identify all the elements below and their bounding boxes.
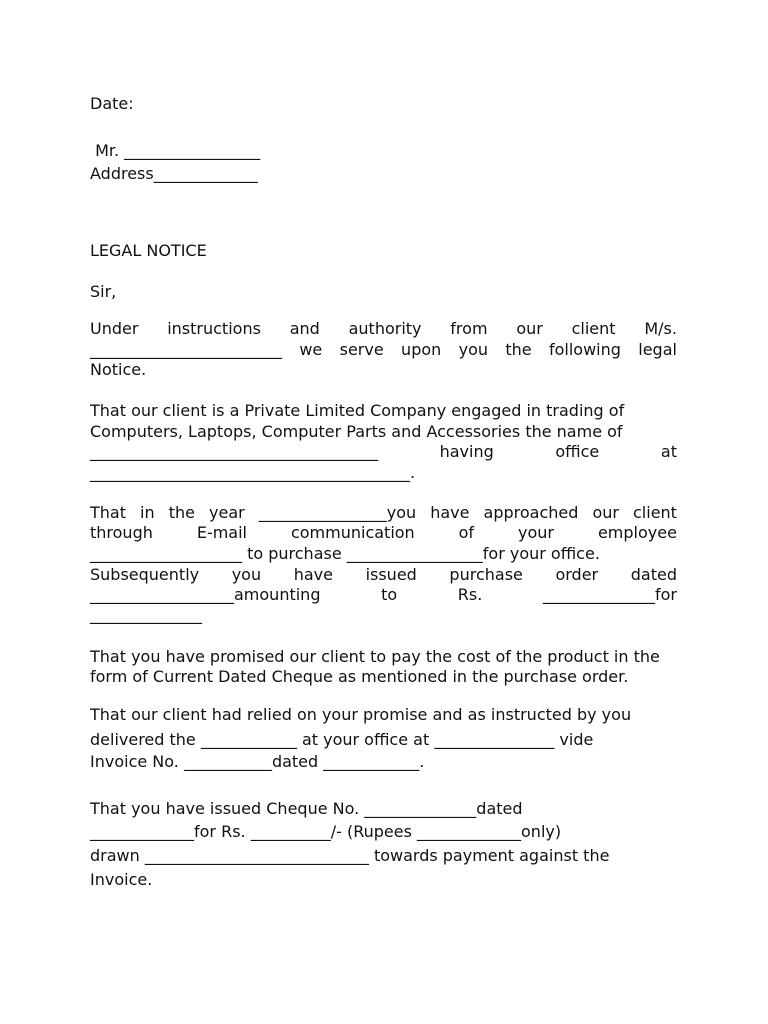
word: from	[450, 319, 488, 338]
word: to	[381, 585, 398, 604]
paragraph-3-line-1	[90, 503, 677, 523]
paragraph-2-line-3	[90, 442, 677, 462]
paragraph-4-line-2: form of Current Dated Cheque as mentioned in the purchase order.	[90, 667, 629, 686]
paragraph-1-line-1	[90, 319, 677, 339]
paragraph-6-line-1: That you have issued Cheque No. ______________dated	[90, 799, 523, 818]
paragraph-2-line-1: That our client is a Private Limited Company engaged in trading of	[90, 401, 625, 420]
word: dated	[630, 565, 677, 584]
word: ____________________________________	[90, 442, 378, 461]
paragraph-6-line-3: drawn ____________________________ towards payment against the	[90, 846, 610, 865]
word: having	[439, 442, 494, 461]
word: you	[458, 340, 489, 359]
paragraph-3-line-4	[90, 565, 677, 585]
word: __________________amounting	[90, 585, 321, 604]
paragraph-3-line-2	[90, 523, 677, 543]
paragraph-6-line-2: _____________for Rs. __________/- (Rupees _____________only)	[90, 822, 562, 841]
word: ______________for	[542, 585, 677, 604]
word: have	[430, 503, 470, 522]
word: client	[633, 503, 677, 522]
word: have	[293, 565, 333, 584]
word: the	[168, 503, 195, 522]
word: E-mail	[196, 523, 247, 542]
word: our	[592, 503, 619, 522]
word: serve	[339, 340, 384, 359]
recipient-address-line: Address_____________	[90, 164, 258, 183]
paragraph-1-line-2	[90, 340, 677, 360]
word: Under	[90, 319, 139, 338]
paragraph-5-line-1: That our client had relied on your promise and as instructed by you	[90, 705, 632, 724]
word: issued	[365, 565, 417, 584]
word: following	[548, 340, 621, 359]
word: at	[660, 442, 677, 461]
word: of	[458, 523, 475, 542]
paragraph-2-line-2: Computers, Laptops, Computer Parts and Accessories the name of	[90, 422, 623, 441]
word: ________________________	[90, 340, 282, 359]
word: office	[555, 442, 600, 461]
date-label: Date:	[90, 94, 134, 113]
paragraph-6-line-4: Invoice.	[90, 870, 153, 889]
notice-title: LEGAL NOTICE	[90, 241, 207, 260]
word: purchase	[449, 565, 523, 584]
word: legal	[638, 340, 677, 359]
word: we	[299, 340, 323, 359]
word: upon	[401, 340, 442, 359]
word: communication	[290, 523, 415, 542]
paragraph-4-line-1: That you have promised our client to pay the cost of the product in the	[90, 647, 660, 666]
paragraph-3-line-6: ______________	[90, 605, 202, 624]
recipient-name-line: Mr. _________________	[90, 141, 261, 160]
word: That	[90, 503, 126, 522]
word: authority	[348, 319, 422, 338]
word: employee	[597, 523, 677, 542]
word: order	[555, 565, 599, 584]
word: ________________you	[258, 503, 417, 522]
salutation: Sir,	[90, 282, 117, 301]
paragraph-5-line-2: delivered the ____________ at your office at _______________ vide	[90, 730, 594, 749]
paragraph-3-line-5	[90, 585, 677, 605]
word: the	[505, 340, 532, 359]
word: M/s.	[644, 319, 677, 338]
word: you	[231, 565, 262, 584]
word: our	[516, 319, 543, 338]
word: your	[518, 523, 554, 542]
word: client	[571, 319, 616, 338]
word: approached	[483, 503, 579, 522]
word: and	[289, 319, 320, 338]
paragraph-1-line-3: Notice.	[90, 360, 147, 379]
paragraph-3-line-3: ___________________ to purchase _________________for your office.	[90, 544, 600, 563]
paragraph-5-line-3: Invoice No. ___________dated ____________.	[90, 752, 425, 771]
word: Subsequently	[90, 565, 200, 584]
word: through	[90, 523, 153, 542]
word: Rs.	[457, 585, 483, 604]
word: year	[209, 503, 245, 522]
paragraph-2-line-4: ________________________________________.	[90, 463, 416, 482]
word: in	[140, 503, 155, 522]
word: instructions	[167, 319, 261, 338]
